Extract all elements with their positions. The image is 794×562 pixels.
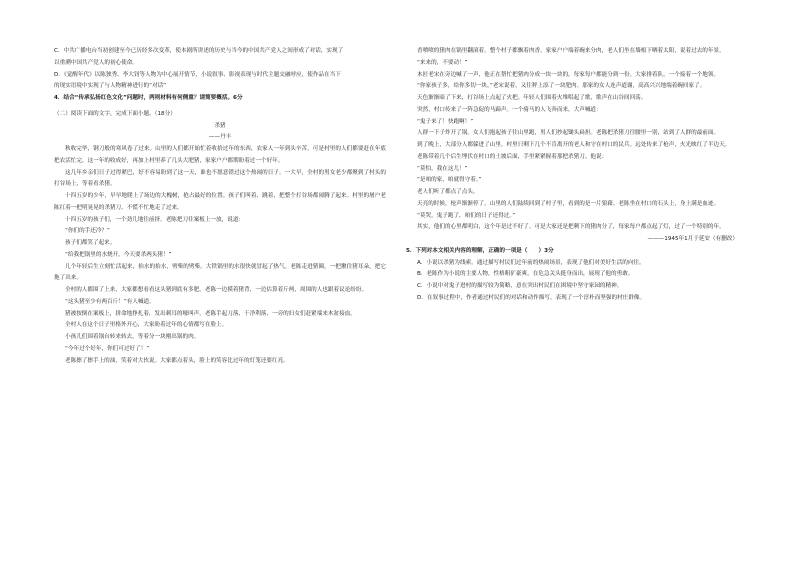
story-paragraph: “给我把锅里的水烧开。今天要杀两头猪！” — [65, 251, 172, 258]
story-paragraph: “来来的，不要动！” — [417, 59, 468, 66]
story-paragraph: 老人们听了都点了点头。 — [417, 189, 479, 195]
story-paragraph: 人群一下子炸开了锅。女人们抱起孩子往山里跑，男人们抄起锄头扁担。老陈把杀猪刀往腰里一别，站到了人群的最前面。 — [417, 130, 720, 137]
option-b: B．老陈作为小说的主要人物，性格粗犷豪爽，在危急关头挺身而出，展现了他的勇敢。 — [417, 271, 634, 278]
question-5: 5．下列对本文相关内容的理解，正确的一项是（ ）3分 — [406, 247, 554, 254]
story-paragraph: 这几年乡亲们日子过得紧巴，好不容易盼到了这一天，谁也不愿意错过这个热闹的日子。一大早，全村的男女老少都聚到了村头的打谷场上，等着看杀猪。 — [54, 169, 386, 188]
story-paragraph: “这头猪至少有两百斤！”有人喊道。 — [65, 298, 155, 305]
story-paragraph: “你家孩子多，给你多切一块。”老宋说着，又往秤上添了一块肥肉。那家的女人连声道谢，高高兴兴地端着碗回家了。 — [417, 83, 706, 90]
story-paragraph: “今年过个好年，你们可过好了！” — [65, 345, 150, 352]
story-byline: ———1945年1月于延安（有删改） — [647, 236, 738, 242]
story-paragraph: 孩子们都笑了起来。 — [65, 240, 116, 246]
story-paragraph: 香喷喷的猪肉在锅里翻滚着，整个村子都飘着肉香。家家户户端着碗来分肉，老人们坐在墙根下晒着太阳，说着过去的年景。 — [417, 48, 725, 54]
story-paragraph: 到了晚上，大部分人都躲进了山里。村里只剩下几个不肯离开的老人和守在村口的民兵。远处传来了枪声，火光映红了半边天。 — [417, 142, 731, 148]
question-4: 4．结合“传承弘扬红色文化”问题时，两则材料有何侧重？请简要概括。6分 — [54, 95, 243, 101]
story-paragraph: “莫哭，鬼子跑了，咱们的日子还得过。” — [417, 212, 516, 219]
story-paragraph: “莫怕，我在这儿！” — [417, 165, 468, 172]
story-paragraph: 突然，村口传来了一阵急促的马蹄声。一个骑马的人飞奔而来，大声喊道： — [417, 106, 602, 113]
story-paragraph: “是咱的家，咱就得守着。” — [417, 177, 482, 184]
left-column — [54, 46, 386, 367]
option-c-line-1: C．中共广播电台当初创建至今已历经多次变革，使本剧所讲述的历史与当今的中国共产党人之间形成了对话，实现了 — [54, 48, 344, 54]
story-paragraph: 木匠老宋在旁边喊了一声，他正在帮忙把猪肉分成一块一块的，每家每户都能分到一份。大家排着队，一个接着一个地领。 — [417, 71, 720, 78]
story-paragraph: 天亮的时候，枪声渐渐停了。山里的人们陆续回到了村子里，看到的是一片狼藉。老陈坐在村口的石头上，身上满是血迹。 — [417, 200, 720, 207]
story-author: ——丹丰 — [208, 134, 232, 141]
option-d: D．在叙事过程中，作者通过村民们的对话和动作描写，表现了一个淳朴而坚强的村庄群像。 — [417, 294, 646, 301]
section-heading: （二）阅读下面的文字，完成下面小题。（18分） — [54, 110, 176, 117]
story-paragraph: 其实，他们的心里都明白，这个年是过不好了。可是大家还是把剩下的猪肉分了，每家每户都点起了灯，过了一个特别的年。 — [417, 224, 725, 231]
story-paragraph: “鬼子来了！快跑啊！” — [417, 118, 474, 125]
story-paragraph: 十四五岁的少年，早早地爬上了场边的大槐树，抢占最好的位置。孩子们叫着、跳着，把整个打谷场都闹腾了起来。村里的屠户老陈扛着一把明晃晃的杀猪刀，不慌不忙地走了过来。 — [54, 193, 386, 211]
story-paragraph: 小孩儿们围着锅台转来转去，等着分一块刚出锅的肉。 — [65, 334, 200, 340]
right-column — [406, 46, 738, 305]
story-paragraph: 老陈带着几个后生埋伏在村口的土坡后面，手里紧紧握着那把杀猪刀。他说： — [417, 153, 608, 160]
story-paragraph: 天色渐渐暗了下来，打谷场上点起了火把。年轻人们围着火堆唱起了歌，歌声在山谷间回荡。 — [417, 95, 647, 101]
story-paragraph: 全村人在这个日子里格外开心，大家盼着过年的心情都写在脸上。 — [65, 322, 228, 329]
option-c: C．小说中对鬼子进村的描写较为简略，意在突出村民们在困境中坚守家园的精神。 — [417, 283, 623, 289]
story-paragraph: 几个年轻后生立刻忙活起来，抬水的抬水，劈柴的劈柴。大铁锅里的水很快就冒起了热气。老陈走进猪圈，一把揪住猪耳朵，把它拖了出来。 — [54, 263, 386, 282]
option-c-line-2: 以重溯中国共产党人的初心使命。 — [54, 59, 138, 66]
story-paragraph: “你们的手还冷？” — [65, 228, 110, 235]
story-paragraph: 老陈擦了擦手上的油，笑着对大伙说。大家都点着头，脸上的笑容比过年的灯笼还要红亮。 — [65, 357, 289, 364]
story-paragraph: 十四五岁的孩子们，一个劲儿地往前挤。老陈把刀往案板上一放，说道： — [65, 216, 245, 223]
option-a: A．小说以杀猪为线索，通过描写村民们过年前的热闹场景，表现了他们对美好生活的向往。 — [417, 259, 645, 266]
story-paragraph: 猪被按倒在案板上，拼命地挣扎着，发出刺耳的嚎叫声。老陈手起刀落，干净利落，一旁的妇女们赶紧端来木盆接血。 — [65, 310, 356, 317]
story-paragraph: 全村的人都围了上来，大家都想看看这头猪到底有多肥。老陈一边摸着猪背，一边估算着斤两，周围的人也跟着议论纷纷。 — [65, 287, 368, 293]
story-paragraph: 秋收完毕，钢刀般的寒风卷了过来。山里的人们都开始忙着收拾过年的东西，农家人一年到头辛苦，可是村里的人们都要赶在年底把农活忙完，这一年的收成好，再加上村里养了几头大肥猪，家家户户都期盼着过一个好年。 — [54, 146, 386, 164]
story-title: 杀猪 — [214, 122, 226, 129]
option-d-line-2: 的现实语境中实现了与人物精神进行的“对话” — [54, 83, 167, 90]
option-d-line-1: D．《觉醒年代》以陈独秀、李大钊等人物为中心展开情节，小说叙事、影视表现与时代主题交融呼应，使作品在当下 — [54, 71, 341, 78]
